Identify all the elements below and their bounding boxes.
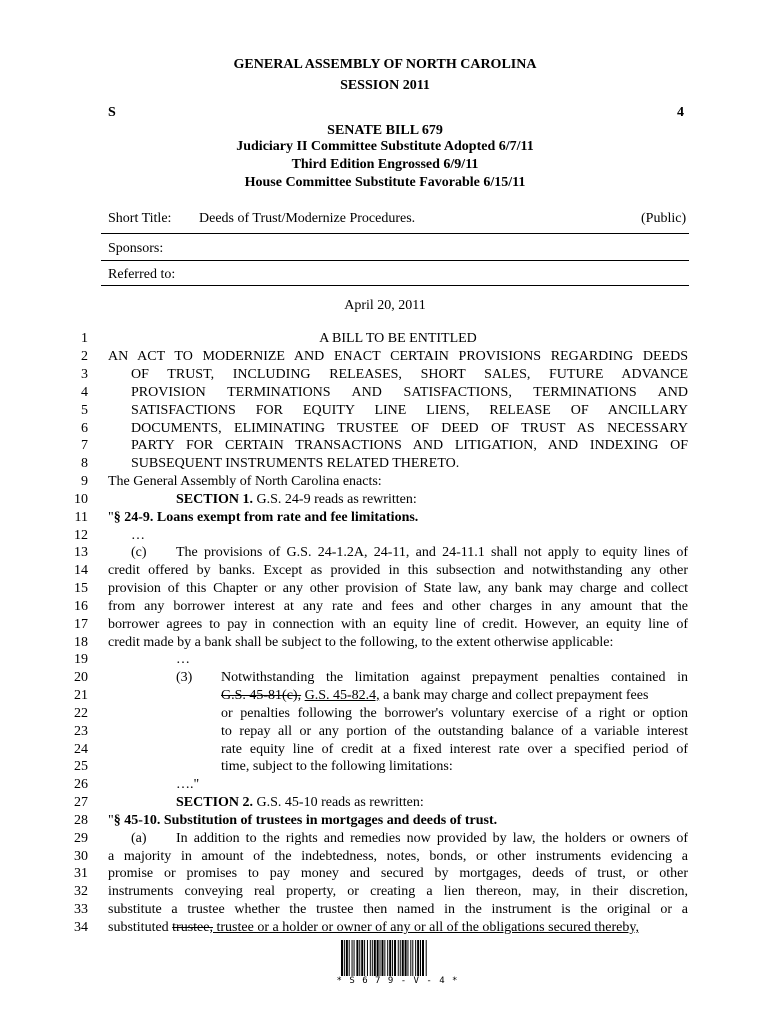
line-number: 27 — [74, 795, 88, 810]
line-number: 19 — [74, 652, 88, 667]
line-number: 28 — [74, 813, 88, 828]
short-title: Deeds of Trust/Modernize Procedures. — [199, 211, 416, 226]
line-number: 13 — [74, 545, 88, 560]
section-heading — [176, 794, 688, 812]
session-heading: SESSION 2011 — [340, 78, 430, 93]
bill-date: April 20, 2011 — [344, 298, 426, 313]
line-number: 21 — [74, 688, 88, 703]
open-quote: " — [108, 813, 114, 828]
line-number: 18 — [74, 635, 88, 650]
short-title-label: Short Title: — [108, 211, 172, 226]
act-title-line: DOCUMENTS, ELIMINATING TRUSTEE OF DEED OF TRUST AS NECESSARY — [131, 421, 688, 436]
paragraph-line: The provisions of G.S. 24-1.2A, 24-11, and 24-11.1 shall not apply to equity lines of — [176, 545, 688, 560]
paragraph-line: from any borrower interest at any rate and fees and other charges in any amount that the — [108, 599, 688, 614]
item-line: time, subject to the following limitations: — [221, 759, 453, 774]
edition-line-1: Judiciary II Committee Substitute Adopted 6/7/11 — [236, 139, 534, 154]
paragraph-line: a majority in amount of the indebtedness, notes, bonds, or other instruments evidencing a — [108, 849, 688, 864]
line-number: 3 — [81, 367, 88, 382]
line-number: 16 — [74, 599, 88, 614]
paragraph-line: provision of this Chapter or any other provision of State law, any bank may charge and collect — [108, 581, 688, 596]
item-line — [221, 687, 688, 705]
paragraph-line: credit made by a bank shall be subject to the following, to the extent otherwise applicable: — [108, 635, 614, 650]
open-quote: " — [108, 510, 114, 525]
paragraph-text: substituted — [108, 920, 173, 935]
statute-heading — [108, 812, 688, 830]
line-number: 29 — [74, 831, 88, 846]
line-number: 4 — [81, 385, 88, 400]
ellipsis: …." — [176, 777, 200, 792]
line-number: 25 — [74, 759, 88, 774]
line-number: 9 — [81, 474, 88, 489]
act-title-line: PROVISION TERMINATIONS AND SATISFACTIONS, TERMINATIONS AND — [131, 385, 688, 400]
item-line: or penalties following the borrower's voluntary exercise of a right or option — [221, 706, 688, 721]
barcode-text: * S 6 7 9 - V - 4 * — [336, 976, 459, 986]
bill-entitled: A BILL TO BE ENTITLED — [319, 331, 477, 346]
item-text: a bank may charge and collect prepayment fees — [379, 688, 649, 703]
line-number: 11 — [74, 510, 88, 525]
paragraph-line: instruments conveying real property, or creating a lien thereon, may, in their discretion, — [108, 884, 688, 899]
act-title-line: PARTY FOR CERTAIN TRANSACTIONS AND LITIGATION, AND INDEXING OF — [131, 438, 688, 453]
paragraph-line: borrower agrees to pay in connection with an equity line of credit. However, an equity line of — [108, 617, 688, 632]
ellipsis: … — [131, 528, 145, 543]
paragraph-line: In addition to the rights and remedies now provided by law, the holders or owners of — [176, 831, 688, 846]
assembly-heading: GENERAL ASSEMBLY OF NORTH CAROLINA — [233, 57, 537, 72]
line-number: 17 — [74, 617, 88, 632]
barcode-image — [341, 940, 454, 976]
line-number: 34 — [74, 920, 88, 935]
line-number: 22 — [74, 706, 88, 721]
line-number: 8 — [81, 456, 88, 471]
line-number: 12 — [74, 528, 88, 543]
section-number: SECTION 2. — [176, 795, 254, 810]
inserted-text: G.S. 45-82.4, — [304, 688, 380, 703]
divider — [101, 260, 689, 261]
line-number: 24 — [74, 742, 88, 757]
line-number: 33 — [74, 902, 88, 917]
public-label: (Public) — [641, 211, 687, 226]
line-number: 1 — [81, 331, 88, 346]
deleted-text: trustee, — [172, 920, 213, 935]
section-number: SECTION 1. — [176, 492, 254, 507]
act-title-line: AN ACT TO MODERNIZE AND ENACT CERTAIN PROVISIONS REGARDING DEEDS — [108, 349, 688, 364]
line-number: 14 — [74, 563, 88, 578]
divider — [101, 285, 689, 286]
act-title-line: OF TRUST, INCLUDING RELEASES, SHORT SALES, FUTURE ADVANCE — [131, 367, 688, 382]
statute-title: § 45-10. Substitution of trustees in mortgages and deeds of trust. — [113, 813, 498, 828]
divider — [101, 233, 689, 234]
paragraph-line: substitute a trustee whether the trustee then named in the instrument is the original or a — [108, 902, 688, 917]
subsection-label: (a) — [131, 831, 147, 846]
line-number: 20 — [74, 670, 88, 685]
edition-number: 4 — [677, 105, 684, 120]
line-number: 31 — [74, 866, 88, 881]
line-number: 32 — [74, 884, 88, 899]
line-number: 5 — [81, 403, 88, 418]
sponsors-label: Sponsors: — [108, 241, 164, 256]
section-heading — [176, 491, 688, 509]
item-line: to repay all or any portion of the outstanding balance of a variable interest — [221, 724, 688, 739]
section-text: G.S. 24-9 reads as rewritten: — [256, 492, 417, 507]
item-line: rate equity line of credit at a fixed interest rate over a specified period of — [221, 742, 688, 757]
paragraph-line: promise or promises to pay money and secured by mortgages, deeds of trust, or other — [108, 866, 688, 881]
line-number: 26 — [74, 777, 88, 792]
paragraph-line — [108, 919, 688, 937]
line-number: 23 — [74, 724, 88, 739]
act-title-line: SATISFACTIONS FOR EQUITY LINE LIENS, RELEASE OF ANCILLARY — [131, 403, 688, 418]
line-number: 30 — [74, 849, 88, 864]
line-number: 7 — [81, 438, 88, 453]
inserted-text: trustee or a holder or owner of any or all of the obligations secured thereby, — [213, 920, 639, 935]
paragraph-line: credit offered by banks. Except as provided in this subsection and notwithstanding any other — [108, 563, 688, 578]
section-text: G.S. 45-10 reads as rewritten: — [256, 795, 424, 810]
edition-line-2: Third Edition Engrossed 6/9/11 — [291, 157, 479, 172]
line-number: 6 — [81, 421, 88, 436]
line-number: 2 — [81, 349, 88, 364]
subsection-label: (c) — [131, 545, 147, 560]
referred-label: Referred to: — [108, 267, 176, 282]
ellipsis: … — [176, 652, 190, 667]
item-line: Notwithstanding the limitation against prepayment penalties contained in — [221, 670, 688, 685]
statute-heading — [108, 509, 688, 527]
deleted-text: G.S. 45-81(c), — [221, 688, 302, 703]
line-number: 10 — [74, 492, 88, 507]
line-number: 15 — [74, 581, 88, 596]
bill-title: SENATE BILL 679 — [327, 123, 443, 138]
statute-title: § 24-9. Loans exempt from rate and fee limitations. — [113, 510, 419, 525]
chamber-code: S — [108, 105, 116, 120]
item-label: (3) — [176, 670, 193, 685]
edition-line-3: House Committee Substitute Favorable 6/15/11 — [244, 175, 526, 190]
act-title-line: SUBSEQUENT INSTRUMENTS RELATED THERETO. — [131, 456, 460, 471]
enacting-clause: The General Assembly of North Carolina enacts: — [108, 474, 382, 489]
